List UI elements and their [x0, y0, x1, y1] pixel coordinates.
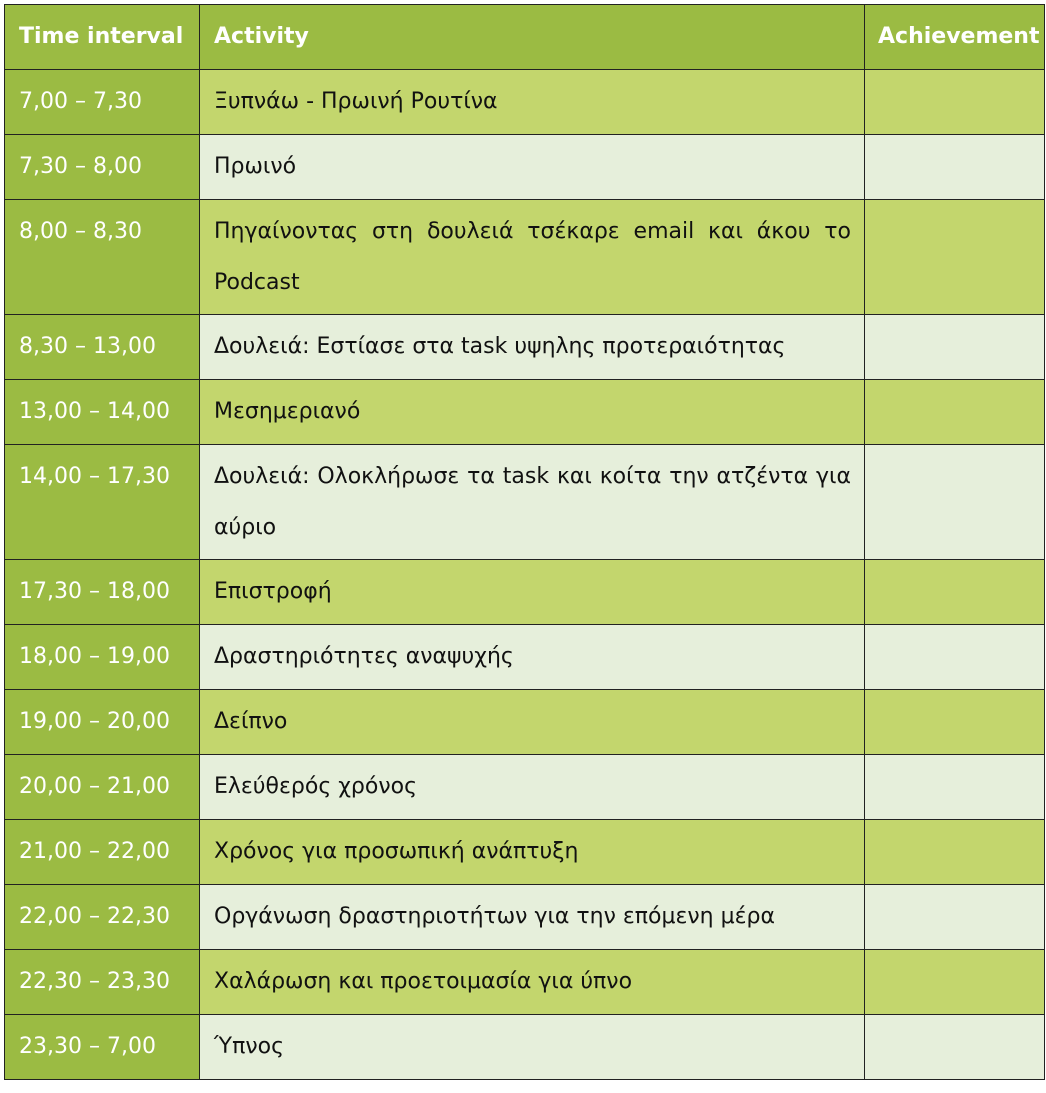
achievement-cell[interactable] [865, 820, 1045, 885]
time-cell: 21,00 – 22,00 [5, 820, 200, 885]
header-row [5, 5, 1045, 70]
activity-cell[interactable]: Πρωινό [200, 135, 865, 200]
activity-cell[interactable]: Χρόνος για προσωπική ανάπτυξη [200, 820, 865, 885]
table-row [5, 315, 1045, 380]
table-row [5, 1015, 1045, 1080]
achievement-cell[interactable] [865, 690, 1045, 755]
header-activity: Activity [200, 5, 865, 70]
time-cell: 7,00 – 7,30 [5, 70, 200, 135]
activity-cell[interactable]: Πηγαίνοντας στη δουλειά τσέκαρε email και άκου το Podcast [200, 200, 865, 315]
activity-cell[interactable]: Οργάνωση δραστηριοτήτων για την επόμενη μέρα [200, 885, 865, 950]
achievement-cell[interactable] [865, 755, 1045, 820]
table-row [5, 625, 1045, 690]
table-row [5, 885, 1045, 950]
table-row [5, 755, 1045, 820]
header-time-interval: Time interval [5, 5, 200, 70]
table-row [5, 690, 1045, 755]
table-row [5, 200, 1045, 315]
header-achievement: Achievement [865, 5, 1045, 70]
achievement-cell[interactable] [865, 950, 1045, 1015]
achievement-cell[interactable] [865, 70, 1045, 135]
achievement-cell[interactable] [865, 380, 1045, 445]
table-row [5, 380, 1045, 445]
time-cell: 8,00 – 8,30 [5, 200, 200, 315]
achievement-cell[interactable] [865, 560, 1045, 625]
table-row [5, 820, 1045, 885]
activity-cell[interactable]: Δουλειά: Εστίασε στα task υψηλης προτεραιότητας [200, 315, 865, 380]
achievement-cell[interactable] [865, 135, 1045, 200]
achievement-cell[interactable] [865, 625, 1045, 690]
achievement-cell[interactable] [865, 200, 1045, 315]
daily-schedule-table [4, 4, 1045, 1080]
achievement-cell[interactable] [865, 445, 1045, 560]
activity-cell[interactable]: Χαλάρωση και προετοιμασία για ύπνο [200, 950, 865, 1015]
time-cell: 8,30 – 13,00 [5, 315, 200, 380]
activity-cell[interactable]: Δραστηριότητες αναψυχής [200, 625, 865, 690]
time-cell: 22,30 – 23,30 [5, 950, 200, 1015]
activity-cell[interactable]: Ξυπνάω - Πρωινή Ρουτίνα [200, 70, 865, 135]
time-cell: 14,00 – 17,30 [5, 445, 200, 560]
activity-cell[interactable]: Επιστροφή [200, 560, 865, 625]
table-row [5, 445, 1045, 560]
activity-cell[interactable]: Δουλειά: Ολοκλήρωσε τα task και κοίτα την ατζέντα για αύριο [200, 445, 865, 560]
time-cell: 20,00 – 21,00 [5, 755, 200, 820]
activity-cell[interactable]: Ελεύθερός χρόνος [200, 755, 865, 820]
table-row [5, 560, 1045, 625]
achievement-cell[interactable] [865, 885, 1045, 950]
time-cell: 13,00 – 14,00 [5, 380, 200, 445]
time-cell: 7,30 – 8,00 [5, 135, 200, 200]
activity-cell[interactable]: Ύπνος [200, 1015, 865, 1080]
time-cell: 18,00 – 19,00 [5, 625, 200, 690]
time-cell: 23,30 – 7,00 [5, 1015, 200, 1080]
time-cell: 17,30 – 18,00 [5, 560, 200, 625]
achievement-cell[interactable] [865, 1015, 1045, 1080]
schedule-body [5, 70, 1045, 1080]
table-row [5, 135, 1045, 200]
activity-cell[interactable]: Δείπνο [200, 690, 865, 755]
time-cell: 19,00 – 20,00 [5, 690, 200, 755]
table-row [5, 70, 1045, 135]
schedule-table-container [4, 4, 1044, 1080]
table-row [5, 950, 1045, 1015]
time-cell: 22,00 – 22,30 [5, 885, 200, 950]
activity-cell[interactable]: Μεσημεριανό [200, 380, 865, 445]
achievement-cell[interactable] [865, 315, 1045, 380]
